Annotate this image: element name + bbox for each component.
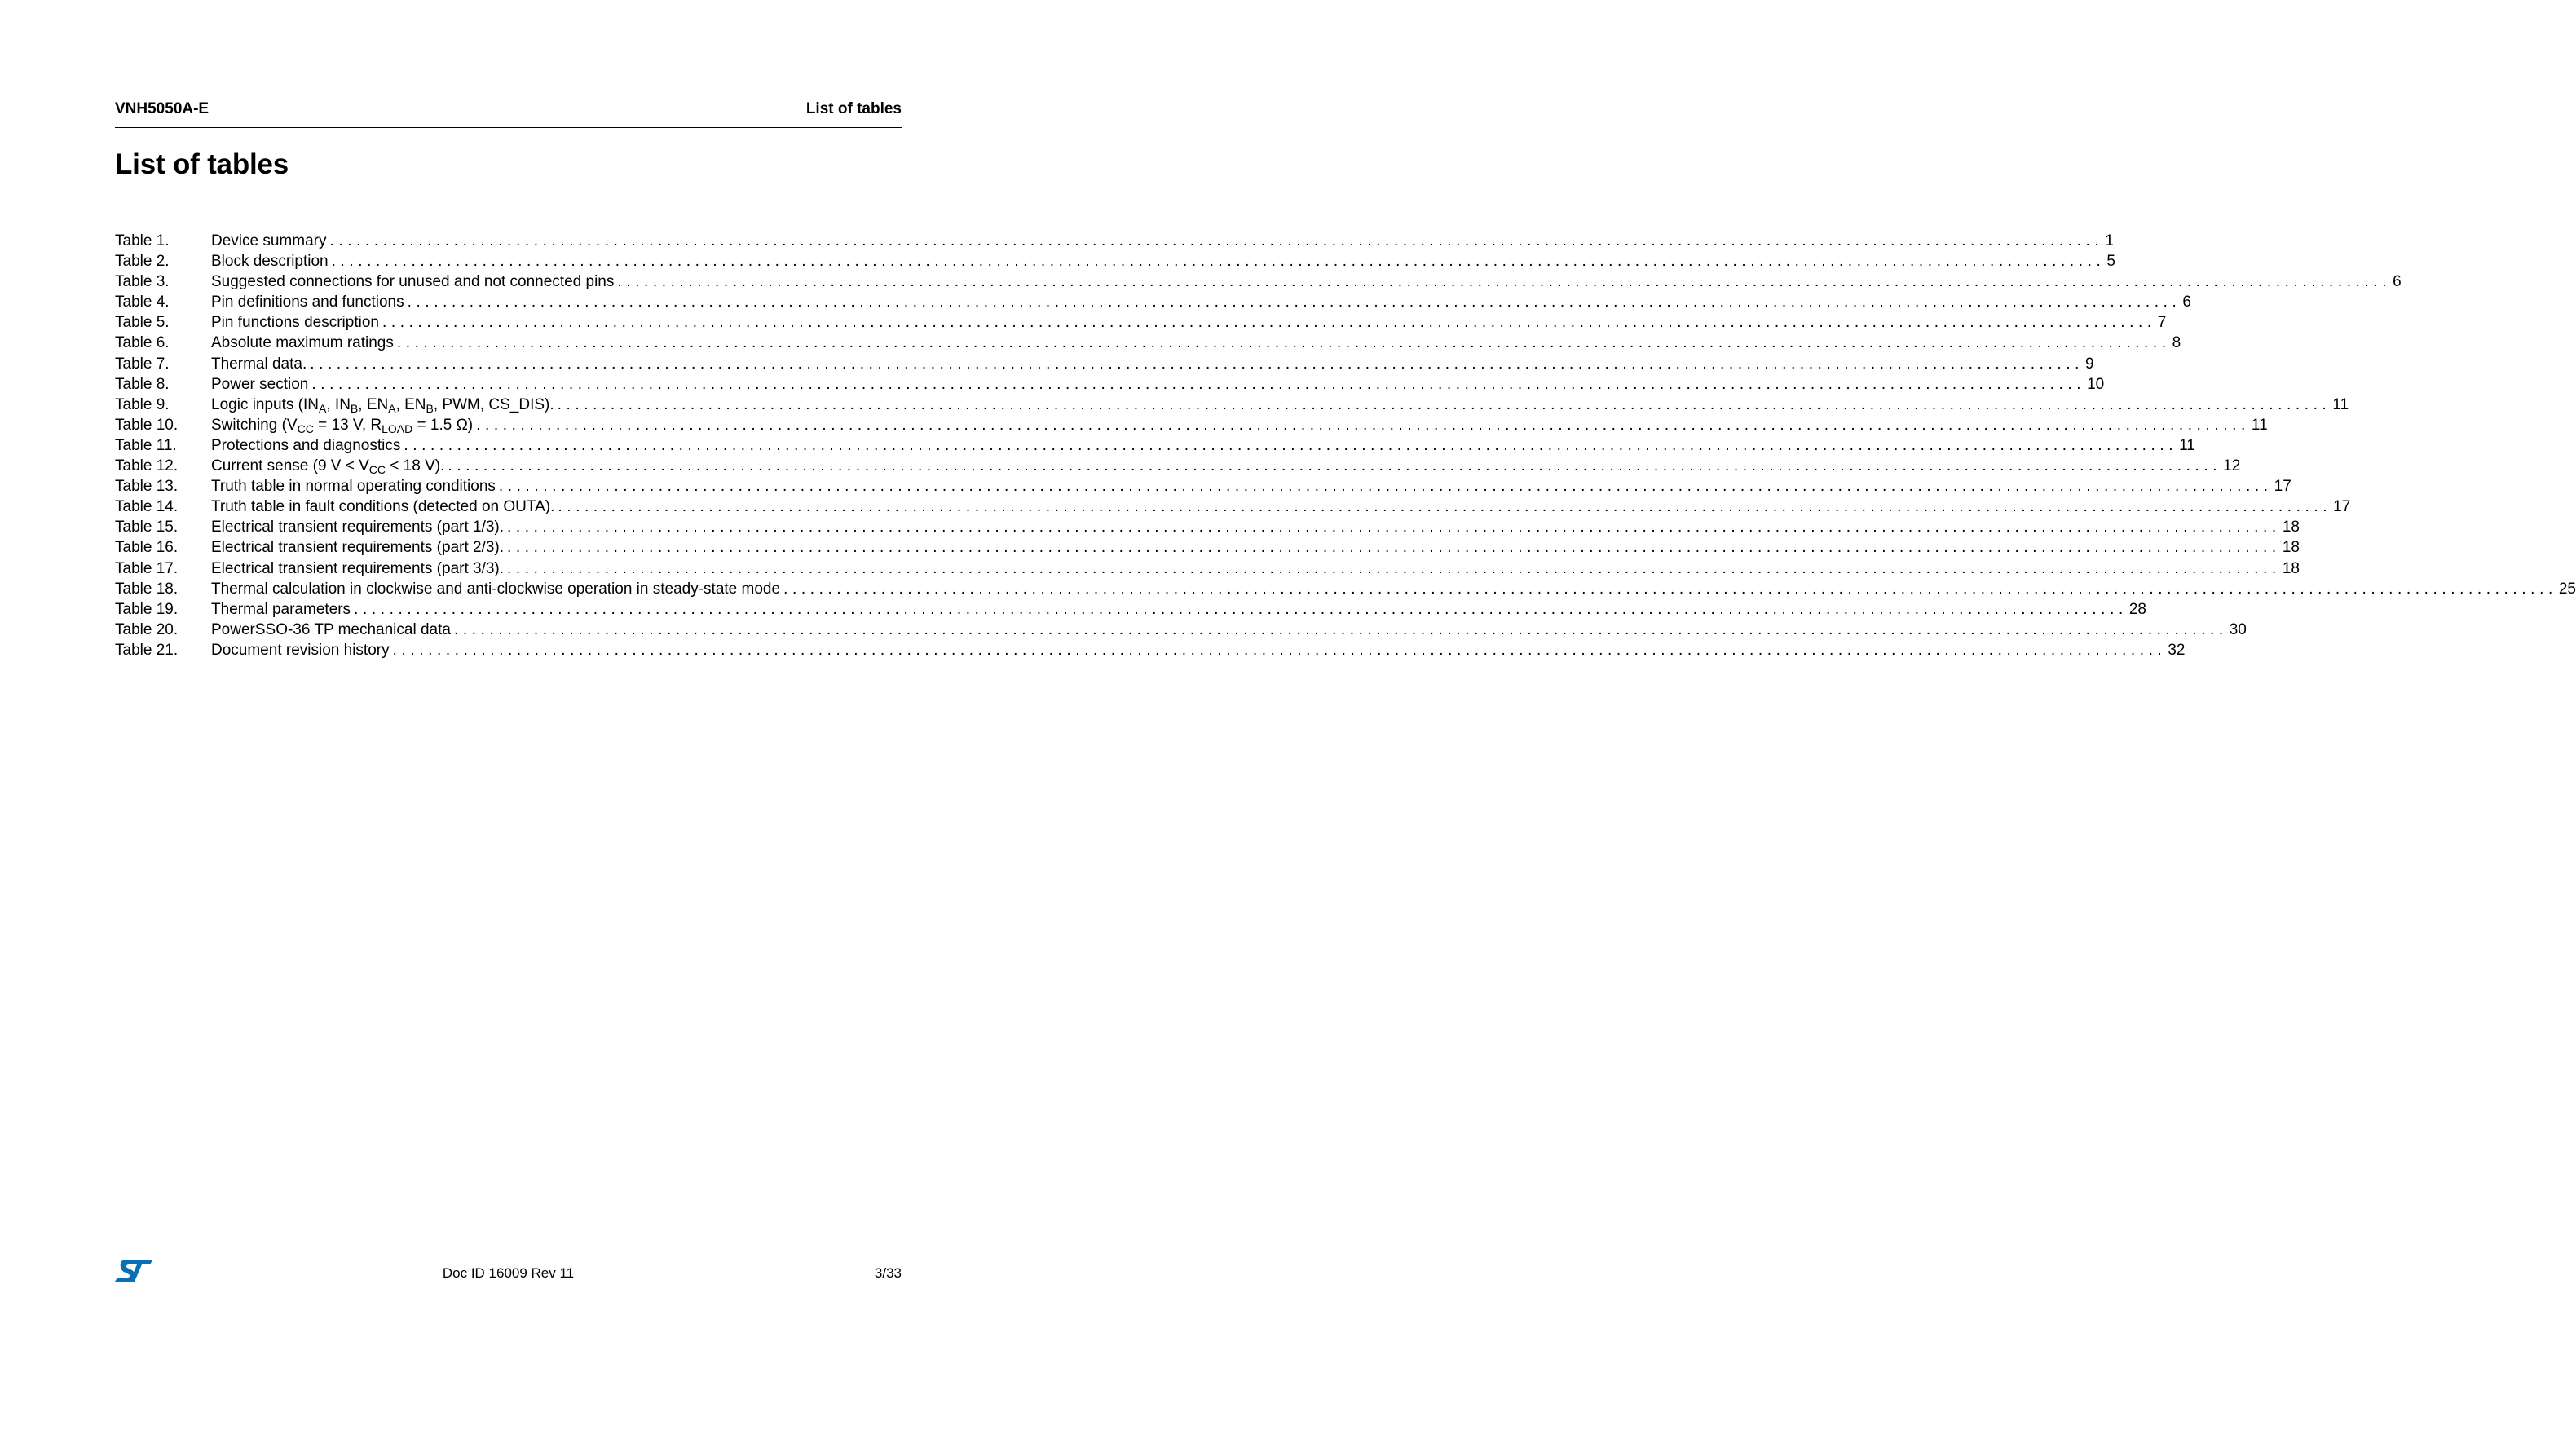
toc-entry-leader-dots: ........................................................................................................................................................................................................ bbox=[558, 498, 2332, 516]
toc-entry-leader-dots: ........................................................................................................................................................................................................ bbox=[331, 253, 2106, 271]
toc-entry[interactable] bbox=[115, 599, 2146, 620]
toc-entry[interactable] bbox=[115, 354, 2094, 374]
toc-entry-number: Table 20. bbox=[115, 620, 179, 638]
toc-entry[interactable] bbox=[115, 292, 2191, 312]
toc-entry-page: 32 bbox=[2168, 641, 2186, 659]
toc-entry-number: Table 13. bbox=[115, 478, 179, 496]
toc-entry-title: Electrical transient requirements (part 1/3). bbox=[211, 519, 505, 536]
toc-entry-leader-dots: ........................................................................................................................................................................................................ bbox=[783, 580, 2557, 598]
toc-entry-title: Suggested connections for unused and not connected pins bbox=[211, 273, 615, 291]
toc-entry-title: Thermal calculation in clockwise and anti-clockwise operation in steady-state mode bbox=[211, 580, 781, 598]
toc-entry-number: Table 16. bbox=[115, 539, 179, 557]
toc-entry-number: Table 15. bbox=[115, 519, 179, 536]
toc-entry-page: 30 bbox=[2229, 620, 2247, 638]
toc-entry[interactable] bbox=[115, 395, 2349, 415]
toc-entry[interactable] bbox=[115, 558, 2300, 579]
toc-entry-title: Electrical transient requirements (part 3/3). bbox=[211, 559, 505, 577]
toc-entry[interactable] bbox=[115, 312, 2167, 333]
toc-entry-leader-dots: ........................................................................................................................................................................................................ bbox=[507, 559, 2281, 577]
toc-entry[interactable] bbox=[115, 579, 2576, 599]
toc-entry[interactable] bbox=[115, 517, 2300, 537]
header-doc-name: VNH5050A-E bbox=[115, 100, 210, 117]
toc-entry-page: 18 bbox=[2282, 519, 2300, 536]
toc-entry-leader-dots: ........................................................................................................................................................................................................ bbox=[392, 641, 2167, 659]
toc-entry-page: 10 bbox=[2087, 375, 2105, 393]
toc-entry-page: 11 bbox=[2251, 416, 2268, 434]
toc-entry[interactable] bbox=[115, 231, 2114, 251]
header-section-name: List of tables bbox=[805, 100, 902, 117]
toc-entry-leader-dots: ........................................................................................................................................................................................................ bbox=[310, 355, 2084, 373]
toc-entry-leader-dots: ........................................................................................................................................................................................................ bbox=[311, 375, 2086, 393]
toc-entry[interactable] bbox=[115, 333, 2181, 353]
toc-entry-number: Table 4. bbox=[115, 294, 170, 311]
toc-entry[interactable] bbox=[115, 271, 2402, 292]
toc-entry-number: Table 9. bbox=[115, 395, 170, 413]
toc-entry-number: Table 5. bbox=[115, 314, 170, 332]
page-title: List of tables bbox=[115, 148, 289, 180]
toc-entry-number: Table 18. bbox=[115, 580, 179, 598]
toc-entry-number: Table 1. bbox=[115, 232, 170, 249]
toc-entry-title: Truth table in fault conditions (detected on OUTA). bbox=[211, 498, 555, 516]
toc-entry-title: Thermal data. bbox=[211, 355, 307, 373]
toc-entry-leader-dots: ........................................................................................................................................................................................................ bbox=[498, 478, 2273, 496]
toc-entry-number: Table 10. bbox=[115, 416, 179, 434]
page-footer bbox=[115, 1256, 902, 1287]
toc-entry[interactable] bbox=[115, 456, 2241, 477]
toc-entry-title: Block description bbox=[211, 253, 329, 271]
toc-entry-number: Table 19. bbox=[115, 600, 179, 618]
toc-entry-number: Table 12. bbox=[115, 457, 179, 475]
toc-entry-title: Electrical transient requirements (part 2/3). bbox=[211, 539, 505, 557]
toc-entry-page: 18 bbox=[2282, 559, 2300, 577]
toc-entry-number: Table 17. bbox=[115, 559, 179, 577]
toc-entry-page: 11 bbox=[2332, 395, 2349, 413]
toc-entry-leader-dots: ........................................................................................................................................................................................................ bbox=[404, 436, 2178, 454]
toc-entry-leader-dots: ........................................................................................................................................................................................................ bbox=[453, 620, 2228, 638]
toc-entry-leader-dots: ........................................................................................................................................................................................................ bbox=[507, 539, 2281, 557]
toc-entry-leader-dots: ........................................................................................................................................................................................................ bbox=[329, 232, 2104, 249]
toc-entry[interactable] bbox=[115, 435, 2195, 456]
toc-entry-title: Thermal parameters bbox=[211, 600, 351, 618]
toc-entry-title: Protections and diagnostics bbox=[211, 436, 401, 454]
toc-entry-leader-dots: ........................................................................................................................................................................................................ bbox=[476, 416, 2250, 434]
toc-entry-page: 6 bbox=[2182, 294, 2191, 311]
toc-entry-title: Pin definitions and functions bbox=[211, 294, 404, 311]
toc-entry-title: Truth table in normal operating conditions bbox=[211, 478, 496, 496]
page-header bbox=[115, 98, 902, 128]
toc-entry[interactable] bbox=[115, 640, 2186, 660]
toc-entry-page: 18 bbox=[2282, 539, 2300, 557]
toc-entry-page: 17 bbox=[2333, 498, 2351, 516]
footer-doc-id: Doc ID 16009 Rev 11 bbox=[442, 1265, 575, 1281]
toc-entry-page: 5 bbox=[2106, 253, 2115, 271]
footer-page-number: 3/33 bbox=[874, 1265, 902, 1281]
toc-entry-title: Logic inputs ($IN_A$, $IN_B$, $EN_A$, $EN_B$, PWM, CS_DIS). bbox=[211, 395, 554, 415]
toc-entry-page: 6 bbox=[2393, 273, 2402, 291]
toc-entry-page: 8 bbox=[2172, 334, 2181, 352]
toc-entry-leader-dots: ........................................................................................................................................................................................................ bbox=[407, 294, 2181, 311]
toc-entry[interactable] bbox=[115, 497, 2351, 517]
toc-entry-number: Table 7. bbox=[115, 355, 170, 373]
toc-entry-number: Table 6. bbox=[115, 334, 170, 352]
toc-entry-title: Device summary bbox=[211, 232, 327, 249]
toc-entry[interactable] bbox=[115, 476, 2291, 497]
toc-entry[interactable] bbox=[115, 537, 2300, 558]
toc-entry-page: 17 bbox=[2274, 478, 2291, 496]
toc-entry-title: Power section bbox=[211, 375, 309, 393]
toc-entry-page: 7 bbox=[2157, 314, 2167, 332]
toc-entry[interactable] bbox=[115, 374, 2105, 395]
toc-entry-leader-dots: ........................................................................................................................................................................................................ bbox=[448, 457, 2222, 475]
toc-entry-page: 9 bbox=[2085, 355, 2094, 373]
toc-entry-leader-dots: ........................................................................................................................................................................................................ bbox=[557, 395, 2331, 413]
toc-entry-title: Switching ($V_{CC} = 13$ V, $R_{LOAD} = 1.5$ Ω) bbox=[211, 416, 474, 435]
toc-entry-page: 25 bbox=[2558, 580, 2576, 598]
toc-entry-number: Table 3. bbox=[115, 273, 170, 291]
toc-entry-page: 11 bbox=[2179, 436, 2195, 454]
toc-entry-page: 28 bbox=[2128, 600, 2146, 618]
toc-entry-title: Absolute maximum ratings bbox=[211, 334, 394, 352]
toc-entry-title: Current sense (9 $V < V_{CC} < 18$ V). bbox=[211, 457, 445, 477]
toc-entry-number: Table 2. bbox=[115, 253, 170, 271]
toc-entry[interactable] bbox=[115, 415, 2268, 435]
toc-entry-number: Table 21. bbox=[115, 641, 179, 659]
toc-entry[interactable] bbox=[115, 251, 2115, 271]
toc-entry-title: Document revision history bbox=[211, 641, 390, 659]
toc-entry-leader-dots: ........................................................................................................................................................................................................ bbox=[354, 600, 2128, 618]
toc-entry-page: 1 bbox=[2105, 232, 2114, 249]
toc-entry-leader-dots: ........................................................................................................................................................................................................ bbox=[382, 314, 2156, 332]
toc-entry-number: Table 14. bbox=[115, 498, 179, 516]
toc-entry-leader-dots: ........................................................................................................................................................................................................ bbox=[396, 334, 2171, 352]
toc-entry-leader-dots: ........................................................................................................................................................................................................ bbox=[617, 273, 2392, 291]
toc-entry-title: PowerSSO-36 TP mechanical data bbox=[211, 620, 451, 638]
list-of-tables bbox=[115, 231, 2576, 660]
toc-entry-leader-dots: ........................................................................................................................................................................................................ bbox=[507, 519, 2281, 536]
toc-entry-page: 12 bbox=[2223, 457, 2241, 475]
toc-entry-number: Table 11. bbox=[115, 436, 177, 454]
toc-entry[interactable] bbox=[115, 620, 2247, 640]
toc-entry-title: Pin functions description bbox=[211, 314, 379, 332]
toc-entry-number: Table 8. bbox=[115, 375, 170, 393]
